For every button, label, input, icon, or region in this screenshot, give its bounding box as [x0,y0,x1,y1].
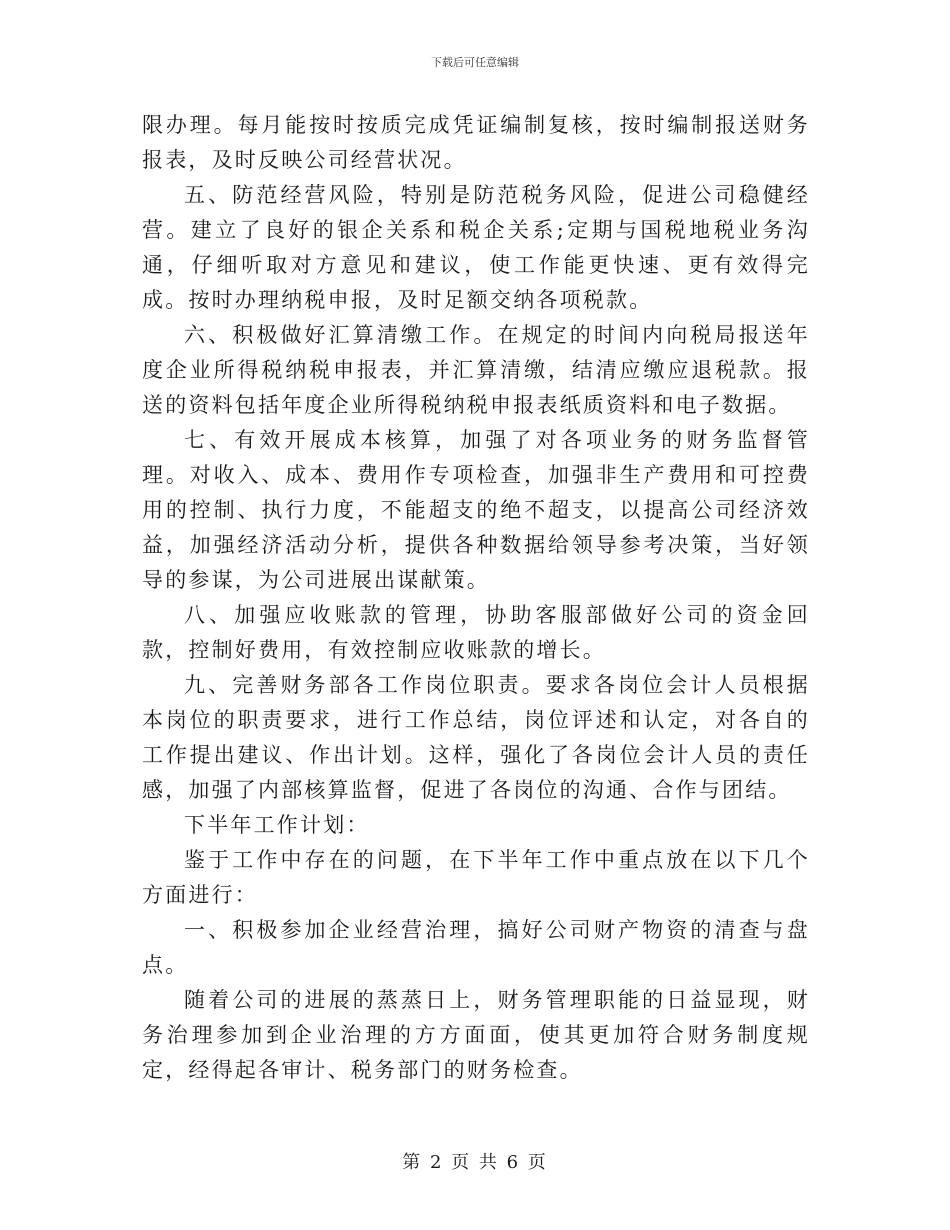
paragraph-10: 随着公司的进展的蒸蒸日上，财务管理职能的日益显现，财务治理参加到企业治理的方方面面，使其更加符合财务制度规定，经得起各审计、税务部门的财务检查。 [142,988,810,1082]
paragraph-4: 七、有效开展成本核算，加强了对各项业务的财务监督管理。对收入、成本、费用作专项检查，加强非生产费用和可控费用的控制、执行力度，不能超支的绝不超支，以提高公司经济效益，加强经济活动分析，提供各种数据给领导参考决策，当好领导的参谋，为公司进展出谋献策。 [142,428,810,592]
page-number: 第 2 页 共 6 页 [402,1152,548,1173]
section-heading-plan: 下半年工作计划： [184,813,370,837]
paragraph-6: 九、完善财务部各工作岗位职责。要求各岗位会计人员根据本岗位的职责要求，进行工作总结，岗位评述和认定，对各自的工作提出建议、作出计划。这样，强化了各岗位会计人员的责任感，加强了内部核算监督，促进了各岗位的沟通、合作与团结。 [142,673,810,802]
paragraph-2: 五、防范经营风险，特别是防范税务风险，促进公司稳健经营。建立了良好的银企关系和税企关系;定期与国税地税业务沟通，仔细听取对方意见和建议，使工作能更快速、更有效得完成。按时办理纳税申报，及时足额交纳各项税款。 [142,183,810,312]
paragraph-9: 一、积极参加企业经营治理，搞好公司财产物资的清查与盘点。 [142,918,810,977]
document-body [142,108,810,1088]
paragraph-5: 八、加强应收账款的管理，协助客服部做好公司的资金回款，控制好费用，有效控制应收账款的增长。 [142,603,810,662]
paragraph-1: 限办理。每月能按时按质完成凭证编制复核，按时编制报送财务报表，及时反映公司经营状况。 [142,113,810,172]
page-header-note: 下载后可任意编辑 [431,56,519,69]
paragraph-8: 鉴于工作中存在的问题，在下半年工作中重点放在以下几个方面进行： [142,848,810,907]
paragraph-3: 六、积极做好汇算清缴工作。在规定的时间内向税局报送年度企业所得税纳税申报表，并汇算清缴，结清应缴应退税款。报送的资料包括年度企业所得税纳税申报表纸质资料和电子数据。 [142,323,810,417]
